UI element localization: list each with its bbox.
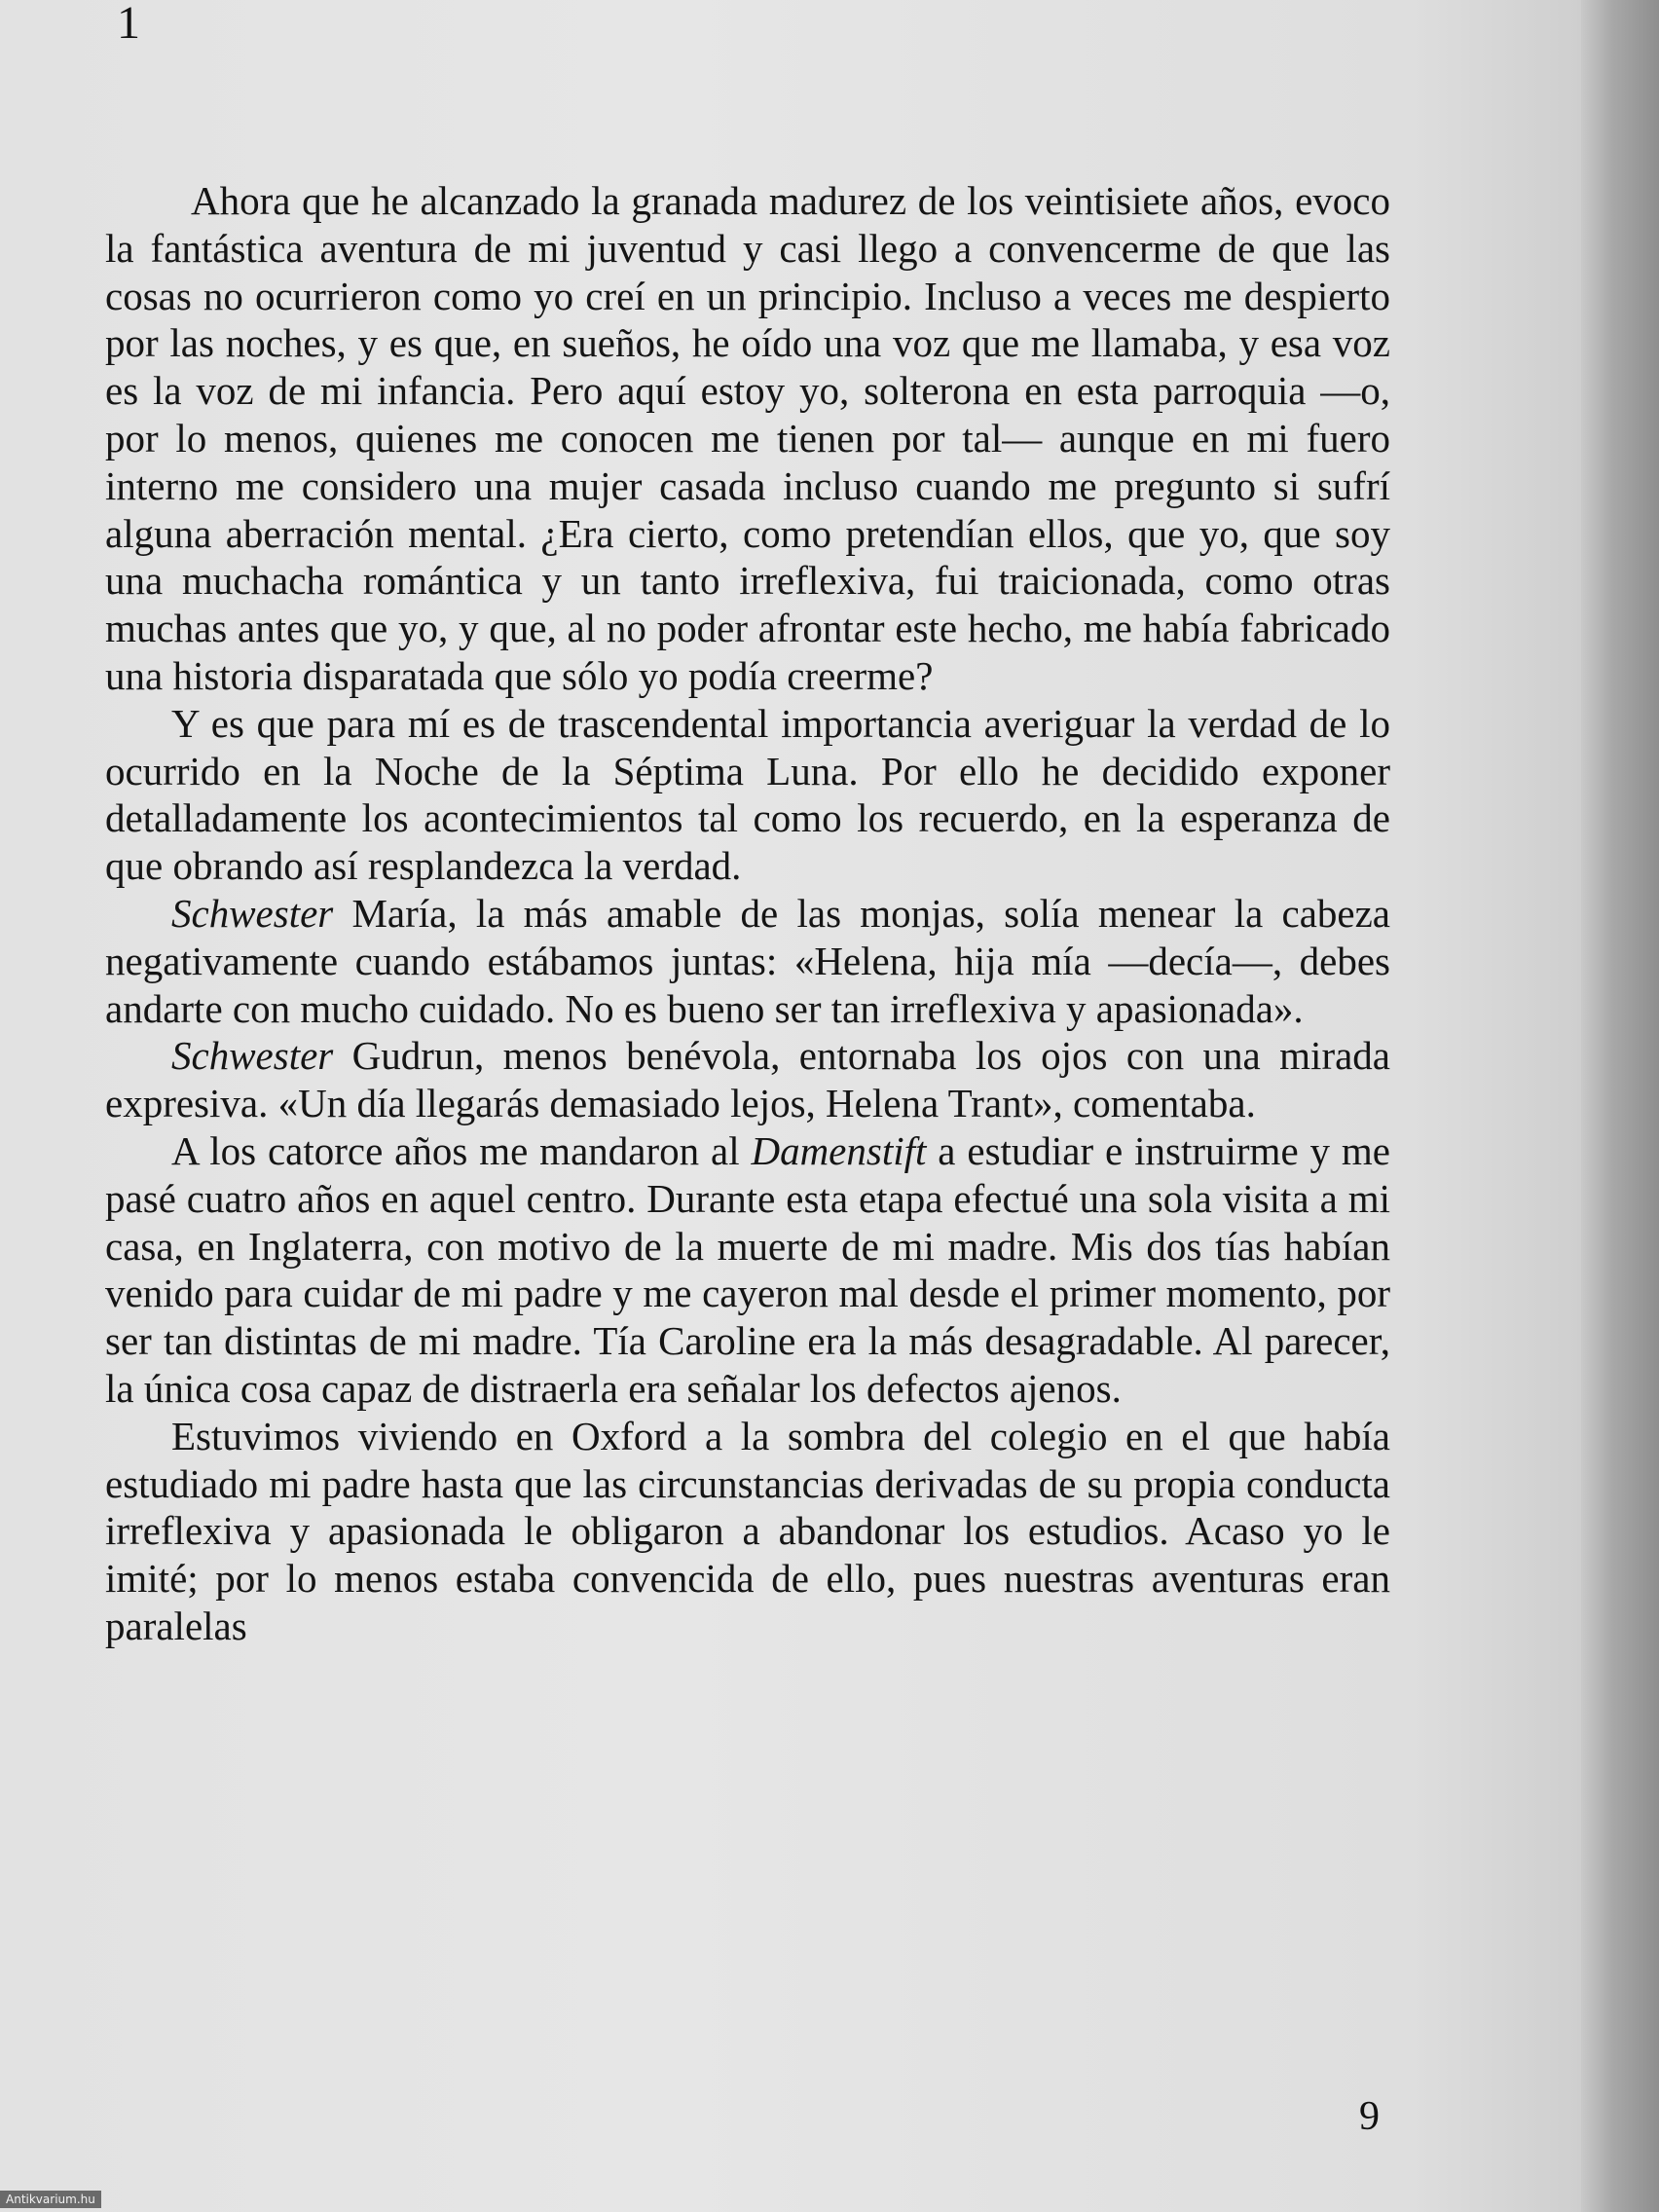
paragraph-3-text: María, la más amable de las monjas, solía menear la cabeza negativamente cuando estábamos juntas: «Helena, hija mía —decía—, debes andarte con mucho cuidado. No es bueno ser tan irreflexiva y apasionada».	[105, 890, 1390, 1031]
paragraph-4	[105, 1032, 1390, 1127]
page-binding-edge	[1581, 0, 1659, 2212]
paragraph-4-text: Gudrun, menos benévola, entornaba los ojos con una mirada expresiva. «Un día llegarás demasiado lejos, Helena Trant», comentaba.	[105, 1033, 1390, 1126]
paragraph-3-italic-word: Schwester	[171, 890, 334, 936]
paragraph-4-italic-word: Schwester	[171, 1033, 334, 1079]
paragraph-5	[105, 1127, 1390, 1413]
paragraph-3	[105, 890, 1390, 1032]
chapter-number: 1	[117, 0, 140, 49]
paragraph-6	[105, 1413, 1390, 1650]
paragraph-5-text-before: A los catorce años me mandaron al	[171, 1127, 752, 1173]
paragraph-2-text: Y es que para mí es de trascendental importancia averiguar la verdad de lo ocurrido en la Noche de la Séptima Luna. Por ello he decidido exponer detalladamente los acontecimientos tal como los recuerdo, en la esperanza de que obrando así resplandezca la verdad.	[105, 700, 1390, 889]
paragraph-5-text: a estudiar e instruirme y me pasé cuatro años en aquel centro. Durante esta etapa efectué una sola visita a mi casa, en Inglaterra, con motivo de la muerte de mi madre. Mis dos tías habían venido para cuidar de mi padre y me cayeron mal desde el primer momento, por ser tan distintas de mi madre. Tía Caroline era la más desagradable. Al parecer, la única cosa capaz de distraerla era señalar los defectos ajenos.	[105, 1127, 1390, 1411]
watermark: Antikvarium.hu	[0, 2191, 101, 2208]
paragraph-1	[105, 177, 1390, 700]
paragraph-1-text: Ahora que he alcanzado la granada madurez de los veintisiete años, evoco la fantástica aventura de mi juventud y casi llego a convencerme de que las cosas no ocurrieron como yo creí en un principio. Incluso a veces me despierto por las noches, y es que, en sueños, he oído una voz que me llamaba, y esa voz es la voz de mi infancia. Pero aquí estoy yo, solterona en esta parroquia —o, por lo menos, quienes me conocen me tienen por tal— aunque en mi fuero interno me considero una mujer casada incluso cuando me pregunto si sufrí alguna aberración mental. ¿Era cierto, como pretendían ellos, que yo, que soy una muchacha romántica y un tanto irreflexiva, fui traicionada, como otras muchas antes que yo, y que, al no poder afrontar este hecho, me había fabricado una historia disparatada que sólo yo podía creerme?	[105, 178, 1390, 698]
paragraph-5-italic-word: Damenstift	[751, 1127, 927, 1173]
page-number: 9	[1359, 2094, 1380, 2139]
chapter-body-text	[105, 177, 1390, 1650]
paragraph-2	[105, 700, 1390, 890]
paragraph-6-text: Estuvimos viviendo en Oxford a la sombra del colegio en el que había estudiado mi padre hasta que las circunstancias derivadas de su propia conducta irreflexiva y apasionada le obligaron a abandonar los estudios. Acaso yo le imité; por lo menos estaba convencida de ello, pues nuestras aventuras eran paralelas	[105, 1413, 1390, 1648]
